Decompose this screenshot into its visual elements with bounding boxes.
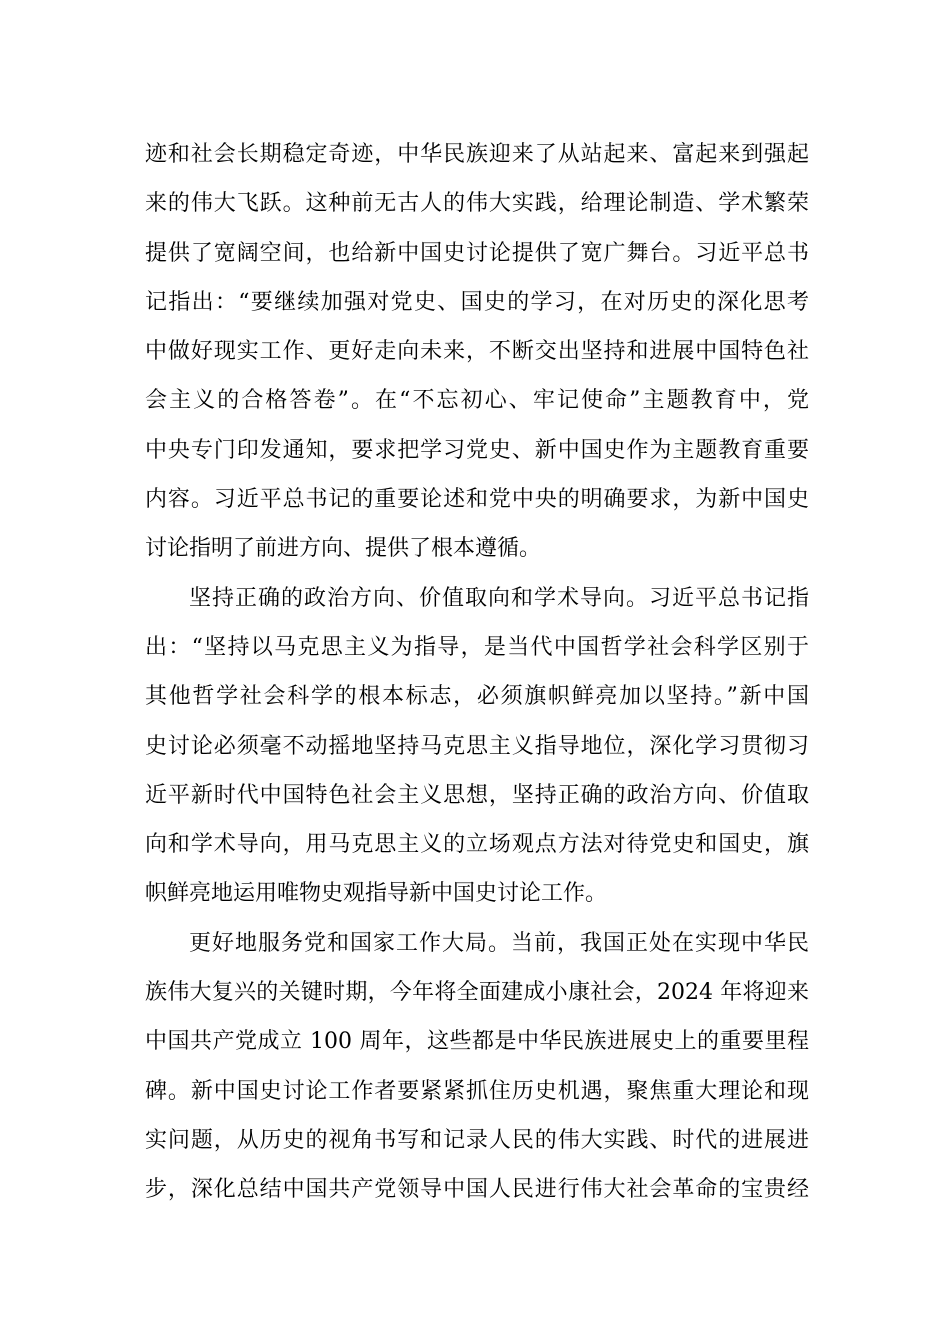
text-line: 讨论指明了前进方向、提供了根本遵循。 bbox=[145, 536, 542, 562]
document-body bbox=[145, 130, 809, 1215]
text-line: 内容。习近平总书记的重要论述和党中央的明确要求，为新中国史 bbox=[145, 487, 809, 513]
text-line: 中做好现实工作、更好走向未来，不断交出坚持和进展中国特色社 bbox=[145, 339, 809, 365]
text-line: 迹和社会长期稳定奇迹，中华民族迎来了从站起来、富起来到强起 bbox=[145, 142, 809, 167]
text-line: 出：“坚持以马克思主义为指导，是当代中国哲学社会科学区别于 bbox=[145, 634, 809, 660]
text-line: 更好地服务党和国家工作大局。当前，我国正处在实现中华民 bbox=[189, 930, 809, 956]
paragraph-2 bbox=[145, 574, 809, 919]
text-line: 实问题，从历史的视角书写和记录人民的伟大实践、时代的进展进 bbox=[145, 1127, 809, 1153]
text-line: 近平新时代中国特色社会主义思想，坚持正确的政治方向、价值取 bbox=[145, 782, 809, 808]
text-line: 向和学术导向，用马克思主义的立场观点方法对待党史和国史，旗 bbox=[145, 832, 809, 858]
paragraph-3 bbox=[145, 919, 809, 1215]
text-line: 碑。新中国史讨论工作者要紧紧抓住历史机遇，聚焦重大理论和现 bbox=[145, 1078, 809, 1104]
paragraph-1 bbox=[145, 130, 809, 574]
text-line: 记指出：“要继续加强对党史、国史的学习，在对历史的深化思考 bbox=[145, 289, 809, 315]
text-line: 中央专门印发通知，要求把学习党史、新中国史作为主题教育重要 bbox=[145, 437, 809, 463]
text-line: 其他哲学社会科学的根本标志，必须旗帜鲜亮加以坚持。”新中国 bbox=[145, 684, 809, 710]
text-line: 步，深化总结中国共产党领导中国人民进行伟大社会革命的宝贵经 bbox=[145, 1177, 809, 1203]
text-line: 来的伟大飞跃。这种前无古人的伟大实践，给理论制造、学术繁荣 bbox=[145, 191, 809, 217]
text-line: 坚持正确的政治方向、价值取向和学术导向。习近平总书记指 bbox=[189, 585, 809, 611]
text-line: 会主义的合格答卷”。在“不忘初心、牢记使命”主题教育中，党 bbox=[145, 388, 809, 414]
text-line: 史讨论必须毫不动摇地坚持马克思主义指导地位，深化学习贯彻习 bbox=[145, 733, 809, 759]
text-line: 帜鲜亮地运用唯物史观指导新中国史讨论工作。 bbox=[145, 881, 608, 907]
text-line: 提供了宽阔空间，也给新中国史讨论提供了宽广舞台。习近平总书 bbox=[145, 240, 809, 266]
text-line: 族伟大复兴的关键时期，今年将全面建成小康社会，2024 年将迎来 bbox=[145, 980, 809, 1006]
text-line: 中国共产党成立 100 周年，这些都是中华民族进展史上的重要里程 bbox=[145, 1029, 809, 1055]
